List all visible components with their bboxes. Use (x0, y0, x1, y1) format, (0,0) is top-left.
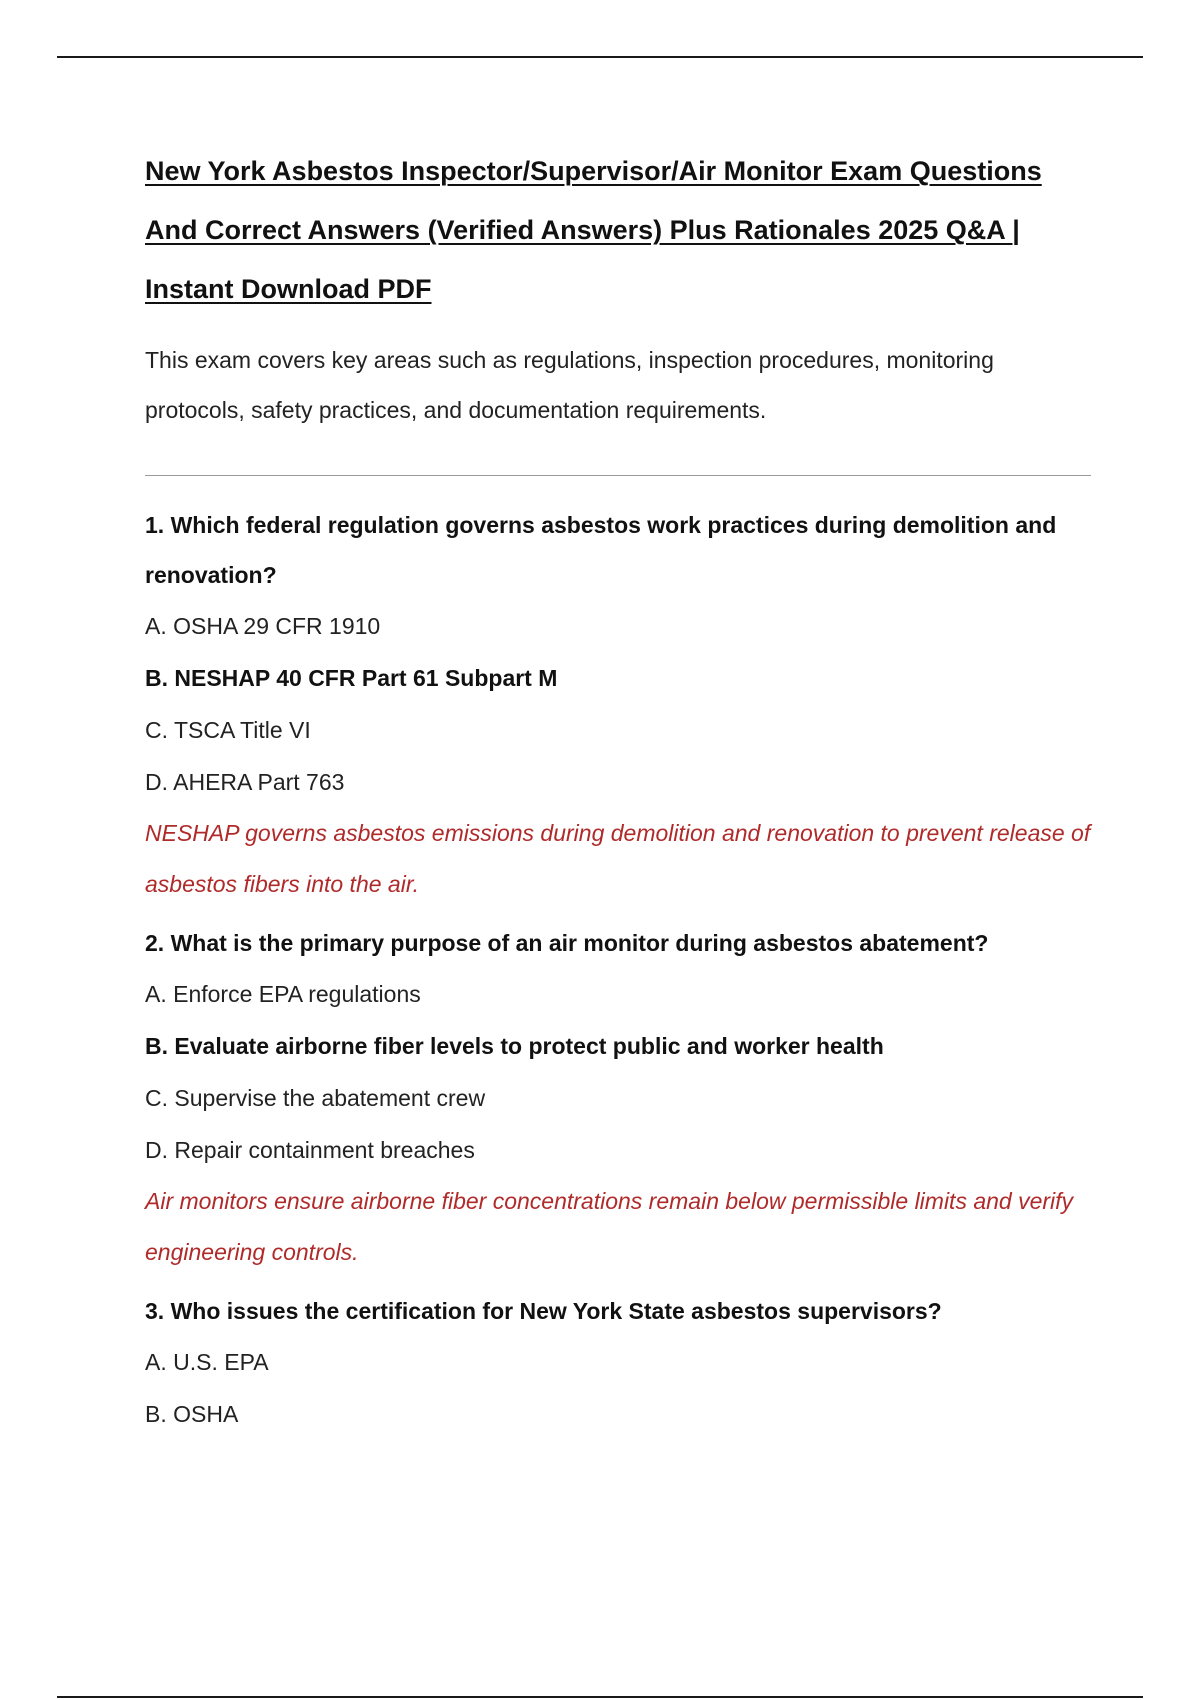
answer-option: D. AHERA Part 763 (145, 769, 345, 795)
question-2 (145, 918, 1095, 1278)
answer-option: B. OSHA (145, 1401, 239, 1427)
question-3 (145, 1286, 1095, 1440)
answer-option: A. OSHA 29 CFR 1910 (145, 613, 381, 639)
page-bottom-rule (57, 1696, 1143, 1698)
answer-rationale: NESHAP governs asbestos emissions during demolition and renovation to prevent release of asbestos fibers into the air. (145, 820, 1091, 897)
page-top-rule (57, 56, 1143, 58)
document-body (145, 142, 1095, 1440)
answer-option: C. Supervise the abatement crew (145, 1085, 486, 1111)
answer-option-correct: B. Evaluate airborne fiber levels to protect public and worker health (145, 1033, 884, 1059)
answer-option: A. Enforce EPA regulations (145, 981, 421, 1007)
question-text: 2. What is the primary purpose of an air monitor during asbestos abatement? (145, 930, 989, 956)
answer-option: C. TSCA Title VI (145, 717, 311, 743)
answer-option-correct: B. NESHAP 40 CFR Part 61 Subpart M (145, 665, 558, 691)
question-text: 1. Which federal regulation governs asbestos work practices during demolition and renovation? (145, 512, 1057, 588)
question-text: 3. Who issues the certification for New York State asbestos supervisors? (145, 1298, 942, 1324)
document-title: New York Asbestos Inspector/Supervisor/Air Monitor Exam Questions And Correct Answers (Verified Answers) Plus Rationales 2025 Q&A | Instant Download PDF (145, 156, 1042, 304)
answer-option: D. Repair containment breaches (145, 1137, 475, 1163)
document-intro: This exam covers key areas such as regulations, inspection procedures, monitoring protocols, safety practices, and documentation requirements. (145, 347, 994, 423)
answer-rationale: Air monitors ensure airborne fiber concentrations remain below permissible limits and verify engineering controls. (145, 1188, 1074, 1265)
section-divider (145, 475, 1091, 476)
question-1 (145, 500, 1095, 910)
answer-option: A. U.S. EPA (145, 1349, 269, 1375)
